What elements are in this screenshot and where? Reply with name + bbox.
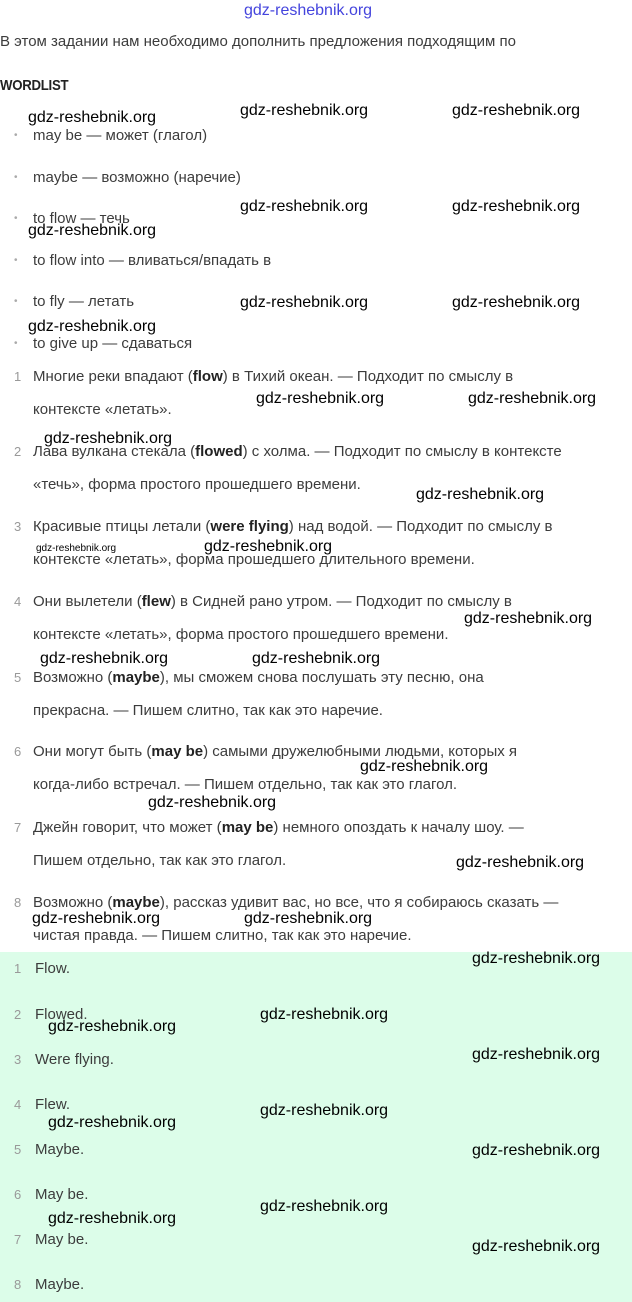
item-text: Они вылетели ( bbox=[33, 593, 142, 610]
item-number: 5 bbox=[14, 670, 22, 685]
item-answer-bold: were flying bbox=[210, 518, 289, 535]
item-answer-bold: flowed bbox=[195, 443, 243, 460]
item-line2: «течь», форма простого прошедшего времени. bbox=[33, 476, 361, 493]
watermark: gdz-reshebnik.org bbox=[452, 198, 581, 215]
answer-number: 3 bbox=[14, 1052, 22, 1067]
item-text: Красивые птицы летали ( bbox=[33, 518, 211, 535]
watermark: gdz-reshebnik.org bbox=[28, 109, 157, 126]
item-line1 bbox=[33, 669, 484, 686]
watermark: gdz-reshebnik.org bbox=[244, 910, 373, 927]
watermark: gdz-reshebnik.org bbox=[40, 650, 169, 667]
watermark: gdz-reshebnik.org bbox=[48, 1018, 177, 1035]
watermark: gdz-reshebnik.org bbox=[472, 1046, 601, 1063]
answer-text: Flow. bbox=[35, 960, 71, 977]
watermark: gdz-reshebnik.org bbox=[256, 390, 385, 407]
answer-text: Maybe. bbox=[35, 1276, 85, 1293]
item-text: Они могут быть ( bbox=[33, 743, 152, 760]
watermark: gdz-reshebnik.org bbox=[260, 1006, 389, 1023]
answer-number: 5 bbox=[14, 1142, 22, 1157]
item-line1 bbox=[33, 593, 512, 610]
watermark: gdz-reshebnik.org bbox=[360, 758, 489, 775]
watermark: gdz-reshebnik.org bbox=[416, 486, 545, 503]
watermark: gdz-reshebnik.org bbox=[472, 1238, 601, 1255]
wordlist-item bbox=[16, 335, 192, 352]
intro-text: В этом задании нам необходимо дополнить предложения подходящим по bbox=[0, 33, 516, 50]
item-line2: чистая правда. — Пишем слитно, так как это наречие. bbox=[33, 927, 412, 944]
item-text: Возможно ( bbox=[33, 894, 113, 911]
answer-text: Were flying. bbox=[35, 1051, 114, 1068]
wordlist-heading: WORDLIST bbox=[0, 77, 69, 94]
wordlist-item-text: to flow — течь bbox=[33, 210, 130, 227]
wordlist-item-text: maybe — возможно (наречие) bbox=[33, 169, 241, 186]
item-number: 8 bbox=[14, 895, 22, 910]
item-answer-bold: may be bbox=[151, 743, 204, 760]
item-text: Лава вулкана стекала ( bbox=[33, 443, 196, 460]
watermark: gdz-reshebnik.org bbox=[44, 430, 173, 447]
wordlist-item bbox=[16, 127, 207, 144]
watermark: gdz-reshebnik.org bbox=[240, 198, 369, 215]
watermark: gdz-reshebnik.org bbox=[48, 1114, 177, 1131]
watermark: gdz-reshebnik.org bbox=[28, 318, 157, 335]
answer-number: 6 bbox=[14, 1187, 22, 1202]
item-number: 2 bbox=[14, 444, 22, 459]
item-line2: контексте «летать», форма прошедшего длительного времени. bbox=[33, 551, 475, 568]
watermark: gdz-reshebnik.org bbox=[468, 390, 597, 407]
watermark: gdz-reshebnik.org bbox=[36, 543, 117, 554]
watermark: gdz-reshebnik.org bbox=[240, 102, 369, 119]
answer-text: Maybe. bbox=[35, 1141, 85, 1158]
wordlist-item-text: to give up — сдаваться bbox=[33, 335, 193, 352]
watermark: gdz-reshebnik.org bbox=[260, 1102, 389, 1119]
item-line1 bbox=[33, 819, 524, 836]
watermark: gdz-reshebnik.org bbox=[464, 610, 593, 627]
item-text: ), мы сможем снова послушать эту песню, она bbox=[159, 669, 484, 686]
item-text: ) с холма. — Подходит по смыслу в контексте bbox=[242, 443, 562, 460]
answer-text: May be. bbox=[35, 1186, 89, 1203]
watermark: gdz-reshebnik.org bbox=[472, 950, 601, 967]
watermark: gdz-reshebnik.org bbox=[28, 222, 157, 239]
watermark: gdz-reshebnik.org bbox=[260, 1198, 389, 1215]
answer-number: 4 bbox=[14, 1097, 22, 1112]
answer-number: 2 bbox=[14, 1007, 22, 1022]
item-number: 4 bbox=[14, 594, 22, 609]
item-answer-bold: flow bbox=[192, 368, 223, 385]
watermark: gdz-reshebnik.org bbox=[204, 538, 333, 555]
answer-text: May be. bbox=[35, 1231, 89, 1248]
item-line1 bbox=[33, 518, 552, 535]
watermark: gdz-reshebnik.org bbox=[32, 910, 161, 927]
item-text: ) над водой. — Подходит по смыслу в bbox=[288, 518, 553, 535]
watermark: gdz-reshebnik.org bbox=[456, 854, 585, 871]
wordlist-item bbox=[16, 293, 134, 310]
item-number: 1 bbox=[14, 369, 22, 384]
item-text: ) в Тихий океан. — Подходит по смыслу в bbox=[222, 368, 514, 385]
answer-text: Flew. bbox=[35, 1096, 71, 1113]
watermark: gdz-reshebnik.org bbox=[48, 1210, 177, 1227]
item-answer-bold: may be bbox=[221, 819, 274, 836]
answer-number: 1 bbox=[14, 961, 22, 976]
item-text: Возможно ( bbox=[33, 669, 113, 686]
item-text: ), рассказ удивит вас, но все, что я собираюсь сказать — bbox=[159, 894, 559, 911]
item-number: 7 bbox=[14, 820, 22, 835]
wordlist-item-text: to fly — летать bbox=[33, 293, 135, 310]
item-line2: контексте «летать», форма простого прошедшего времени. bbox=[33, 626, 449, 643]
item-line1 bbox=[33, 368, 513, 385]
item-answer-bold: flew bbox=[141, 593, 171, 610]
item-line2: прекрасна. — Пишем слитно, так как это наречие. bbox=[33, 702, 383, 719]
watermark: gdz-reshebnik.org bbox=[452, 102, 581, 119]
item-answer-bold: maybe bbox=[112, 894, 160, 911]
item-text: Джейн говорит, что может ( bbox=[33, 819, 222, 836]
wordlist-item-text: to flow into — вливаться/впадать в bbox=[33, 252, 272, 269]
watermark: gdz-reshebnik.org bbox=[452, 294, 581, 311]
watermark: gdz-reshebnik.org bbox=[472, 1142, 601, 1159]
wordlist-item bbox=[16, 252, 271, 269]
item-text: Многие реки впадают ( bbox=[33, 368, 193, 385]
answer-text: Flowed. bbox=[35, 1006, 88, 1023]
item-number: 3 bbox=[14, 519, 22, 534]
item-line1 bbox=[33, 894, 558, 911]
wordlist-item bbox=[16, 169, 241, 186]
watermark: gdz-reshebnik.org bbox=[240, 294, 369, 311]
item-number: 6 bbox=[14, 744, 22, 759]
item-text: ) самыми дружелюбными людьми, которых я bbox=[203, 743, 518, 760]
item-line2: Пишем отдельно, так как это глагол. bbox=[33, 852, 287, 869]
watermark: gdz-reshebnik.org bbox=[252, 650, 381, 667]
watermark-top: gdz-reshebnik.org bbox=[244, 2, 373, 19]
answer-number: 7 bbox=[14, 1232, 22, 1247]
item-text: ) в Сидней рано утром. — Подходит по смыслу в bbox=[170, 593, 512, 610]
item-text: ) немного опоздать к началу шоу. — bbox=[273, 819, 524, 836]
item-answer-bold: maybe bbox=[112, 669, 160, 686]
watermark: gdz-reshebnik.org bbox=[148, 794, 277, 811]
answer-number: 8 bbox=[14, 1277, 22, 1292]
item-line2: контексте «летать». bbox=[33, 401, 172, 418]
wordlist-item-text: may be — может (глагол) bbox=[33, 127, 208, 144]
item-line2: когда-либо встречал. — Пишем отдельно, так как это глагол. bbox=[33, 776, 458, 793]
